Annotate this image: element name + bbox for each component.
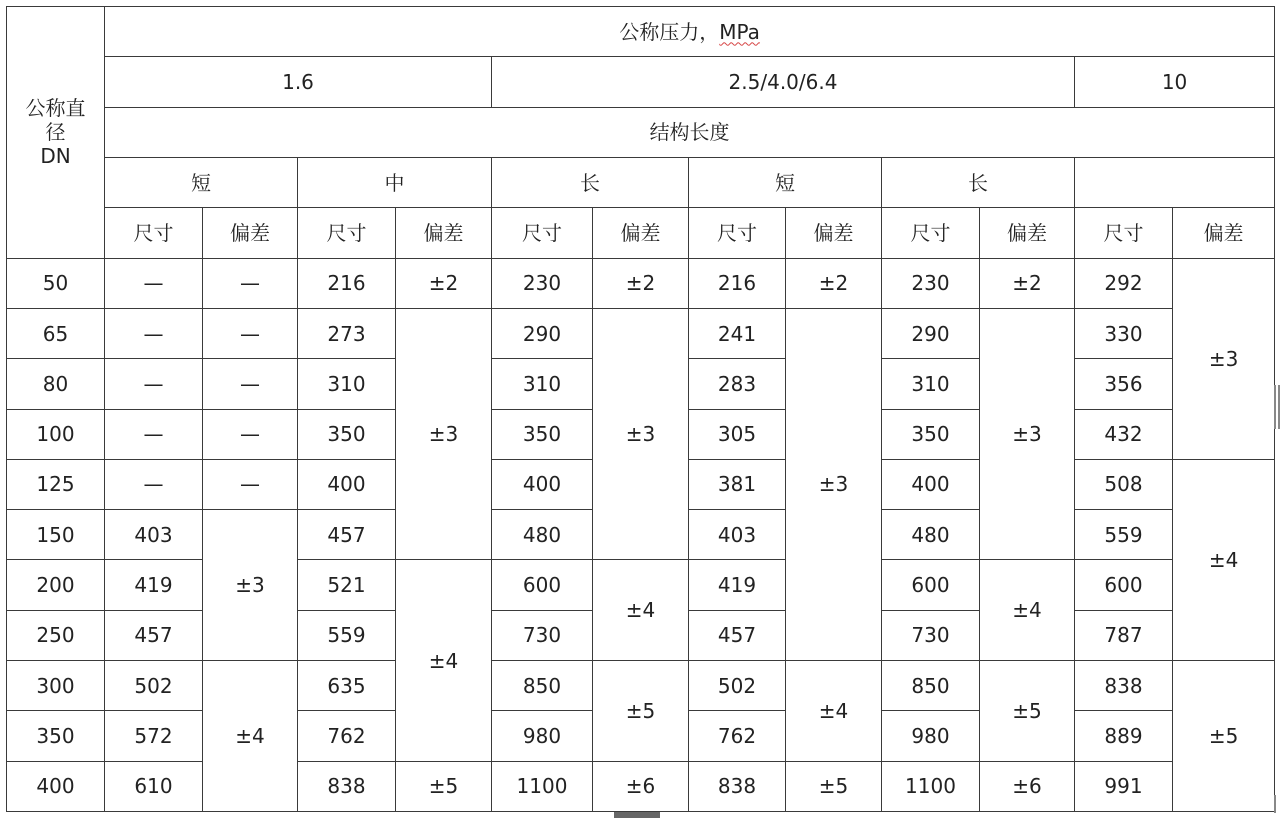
scroll-indicator	[614, 812, 660, 818]
dn-cell: 150	[7, 510, 105, 560]
tolerance-cell: —	[203, 258, 298, 308]
size-cell: 230	[882, 258, 980, 308]
dn-cell: 300	[7, 661, 105, 711]
size-cell: 310	[882, 359, 980, 409]
size-cell: 381	[689, 459, 786, 509]
size-cell: 310	[492, 359, 593, 409]
tolerance-cell: ±4	[593, 560, 689, 661]
size-cell: 457	[689, 610, 786, 660]
tolerance-header: 偏差	[786, 208, 882, 258]
tolerance-cell: ±2	[786, 258, 882, 308]
size-cell: 635	[298, 661, 396, 711]
table-row	[7, 761, 1275, 811]
tolerance-cell: ±5	[786, 761, 882, 811]
size-cell: 559	[1075, 510, 1173, 560]
size-cell: —	[105, 359, 203, 409]
dn-cell: 50	[7, 258, 105, 308]
pressure-unit: MPa	[719, 19, 760, 44]
size-cell: 283	[689, 359, 786, 409]
resize-handle[interactable]	[1274, 385, 1280, 429]
size-cell: 762	[689, 711, 786, 761]
size-cell: 850	[882, 661, 980, 711]
size-cell: 600	[882, 560, 980, 610]
size-cell: 787	[1075, 610, 1173, 660]
tolerance-cell: ±6	[593, 761, 689, 811]
pressure-header: 公称压力，MPa	[105, 7, 1275, 57]
tolerance-cell: ±2	[980, 258, 1075, 308]
length-type-long: 长	[882, 157, 1075, 207]
size-cell: 273	[298, 308, 396, 358]
size-cell: —	[105, 409, 203, 459]
size-cell: 230	[492, 258, 593, 308]
dn-cell: 200	[7, 560, 105, 610]
tolerance-cell: ±4	[203, 661, 298, 812]
tolerance-cell: ±5	[1173, 661, 1275, 812]
size-cell: 419	[689, 560, 786, 610]
size-cell: 838	[298, 761, 396, 811]
size-cell: 850	[492, 661, 593, 711]
size-cell: 730	[492, 610, 593, 660]
dn-label-line-1: 公称直	[25, 96, 86, 121]
structure-length-header: 结构长度	[105, 107, 1275, 157]
tolerance-cell: ±6	[980, 761, 1075, 811]
tolerance-cell: ±4	[786, 661, 882, 762]
size-cell: 305	[689, 409, 786, 459]
table-row	[7, 258, 1275, 308]
tolerance-cell: ±5	[396, 761, 492, 811]
tolerance-cell: —	[203, 409, 298, 459]
pressure-class-1-6: 1.6	[105, 57, 492, 107]
tolerance-cell: ±3	[203, 510, 298, 661]
size-cell: 730	[882, 610, 980, 660]
size-cell: 508	[1075, 459, 1173, 509]
size-cell: 600	[1075, 560, 1173, 610]
size-cell: 403	[689, 510, 786, 560]
length-type-short: 短	[689, 157, 882, 207]
tolerance-cell: ±4	[1173, 459, 1275, 660]
tolerance-cell: ±3	[593, 308, 689, 560]
size-cell: 610	[105, 761, 203, 811]
tolerance-cell: ±4	[980, 560, 1075, 661]
table-row	[7, 661, 1275, 711]
size-cell: 1100	[882, 761, 980, 811]
size-cell: 356	[1075, 359, 1173, 409]
tolerance-cell: ±3	[980, 308, 1075, 560]
tolerance-header: 偏差	[1173, 208, 1275, 258]
length-type-short: 短	[105, 157, 298, 207]
tolerance-cell: —	[203, 308, 298, 358]
size-cell: 480	[882, 510, 980, 560]
tolerance-cell: ±5	[980, 661, 1075, 762]
length-type-long: 长	[492, 157, 689, 207]
size-header: 尺寸	[298, 208, 396, 258]
size-cell: 600	[492, 560, 593, 610]
dn-label-line-2: 径	[45, 120, 66, 145]
size-cell: 290	[492, 308, 593, 358]
dn-cell: 100	[7, 409, 105, 459]
dn-cell: 350	[7, 711, 105, 761]
table-row	[7, 308, 1275, 358]
dn-label-line-3: DN	[40, 144, 71, 169]
size-cell: 457	[298, 510, 396, 560]
tolerance-cell: ±4	[396, 560, 492, 761]
size-cell: 572	[105, 711, 203, 761]
length-type-medium: 中	[298, 157, 492, 207]
size-cell: 889	[1075, 711, 1173, 761]
size-cell: 457	[105, 610, 203, 660]
size-cell: 991	[1075, 761, 1173, 811]
size-cell: 400	[298, 459, 396, 509]
size-header: 尺寸	[1075, 208, 1173, 258]
size-cell: 502	[105, 661, 203, 711]
dimension-table	[6, 6, 1275, 812]
tolerance-cell: —	[203, 359, 298, 409]
dn-cell: 250	[7, 610, 105, 660]
tolerance-cell: ±3	[786, 308, 882, 660]
dn-cell: 400	[7, 761, 105, 811]
size-cell: 762	[298, 711, 396, 761]
dn-header	[7, 7, 105, 259]
tolerance-header: 偏差	[593, 208, 689, 258]
size-cell: 400	[492, 459, 593, 509]
dn-cell: 125	[7, 459, 105, 509]
size-cell: 400	[882, 459, 980, 509]
size-cell: 292	[1075, 258, 1173, 308]
size-cell: 350	[298, 409, 396, 459]
dn-cell: 80	[7, 359, 105, 409]
size-cell: 432	[1075, 409, 1173, 459]
pressure-class-10: 10	[1075, 57, 1275, 107]
size-cell: 330	[1075, 308, 1173, 358]
size-cell: 838	[689, 761, 786, 811]
size-cell: 559	[298, 610, 396, 660]
tolerance-cell: ±2	[396, 258, 492, 308]
size-cell: 403	[105, 510, 203, 560]
tolerance-header: 偏差	[203, 208, 298, 258]
size-cell: 310	[298, 359, 396, 409]
length-type-blank	[1075, 157, 1275, 207]
tolerance-cell: ±2	[593, 258, 689, 308]
size-cell: —	[105, 308, 203, 358]
size-cell: 502	[689, 661, 786, 711]
size-cell: 1100	[492, 761, 593, 811]
size-cell: 216	[298, 258, 396, 308]
size-cell: 350	[492, 409, 593, 459]
tolerance-cell: ±3	[396, 308, 492, 560]
tolerance-header: 偏差	[980, 208, 1075, 258]
size-cell: —	[105, 459, 203, 509]
tolerance-header: 偏差	[396, 208, 492, 258]
size-cell: 241	[689, 308, 786, 358]
dn-cell: 65	[7, 308, 105, 358]
tolerance-cell: ±5	[593, 661, 689, 762]
size-cell: 419	[105, 560, 203, 610]
size-cell: 838	[1075, 661, 1173, 711]
size-cell: 521	[298, 560, 396, 610]
size-cell: 350	[882, 409, 980, 459]
size-header: 尺寸	[492, 208, 593, 258]
size-cell: —	[105, 258, 203, 308]
table-row	[7, 560, 1275, 610]
size-cell: 480	[492, 510, 593, 560]
size-header: 尺寸	[882, 208, 980, 258]
size-cell: 290	[882, 308, 980, 358]
tolerance-cell: ±3	[1173, 258, 1275, 459]
size-cell: 980	[882, 711, 980, 761]
pressure-class-2-5-6-4: 2.5/4.0/6.4	[492, 57, 1075, 107]
size-header: 尺寸	[105, 208, 203, 258]
edge-marker	[1274, 795, 1280, 813]
size-header: 尺寸	[689, 208, 786, 258]
size-cell: 216	[689, 258, 786, 308]
size-cell: 980	[492, 711, 593, 761]
tolerance-cell: —	[203, 459, 298, 509]
